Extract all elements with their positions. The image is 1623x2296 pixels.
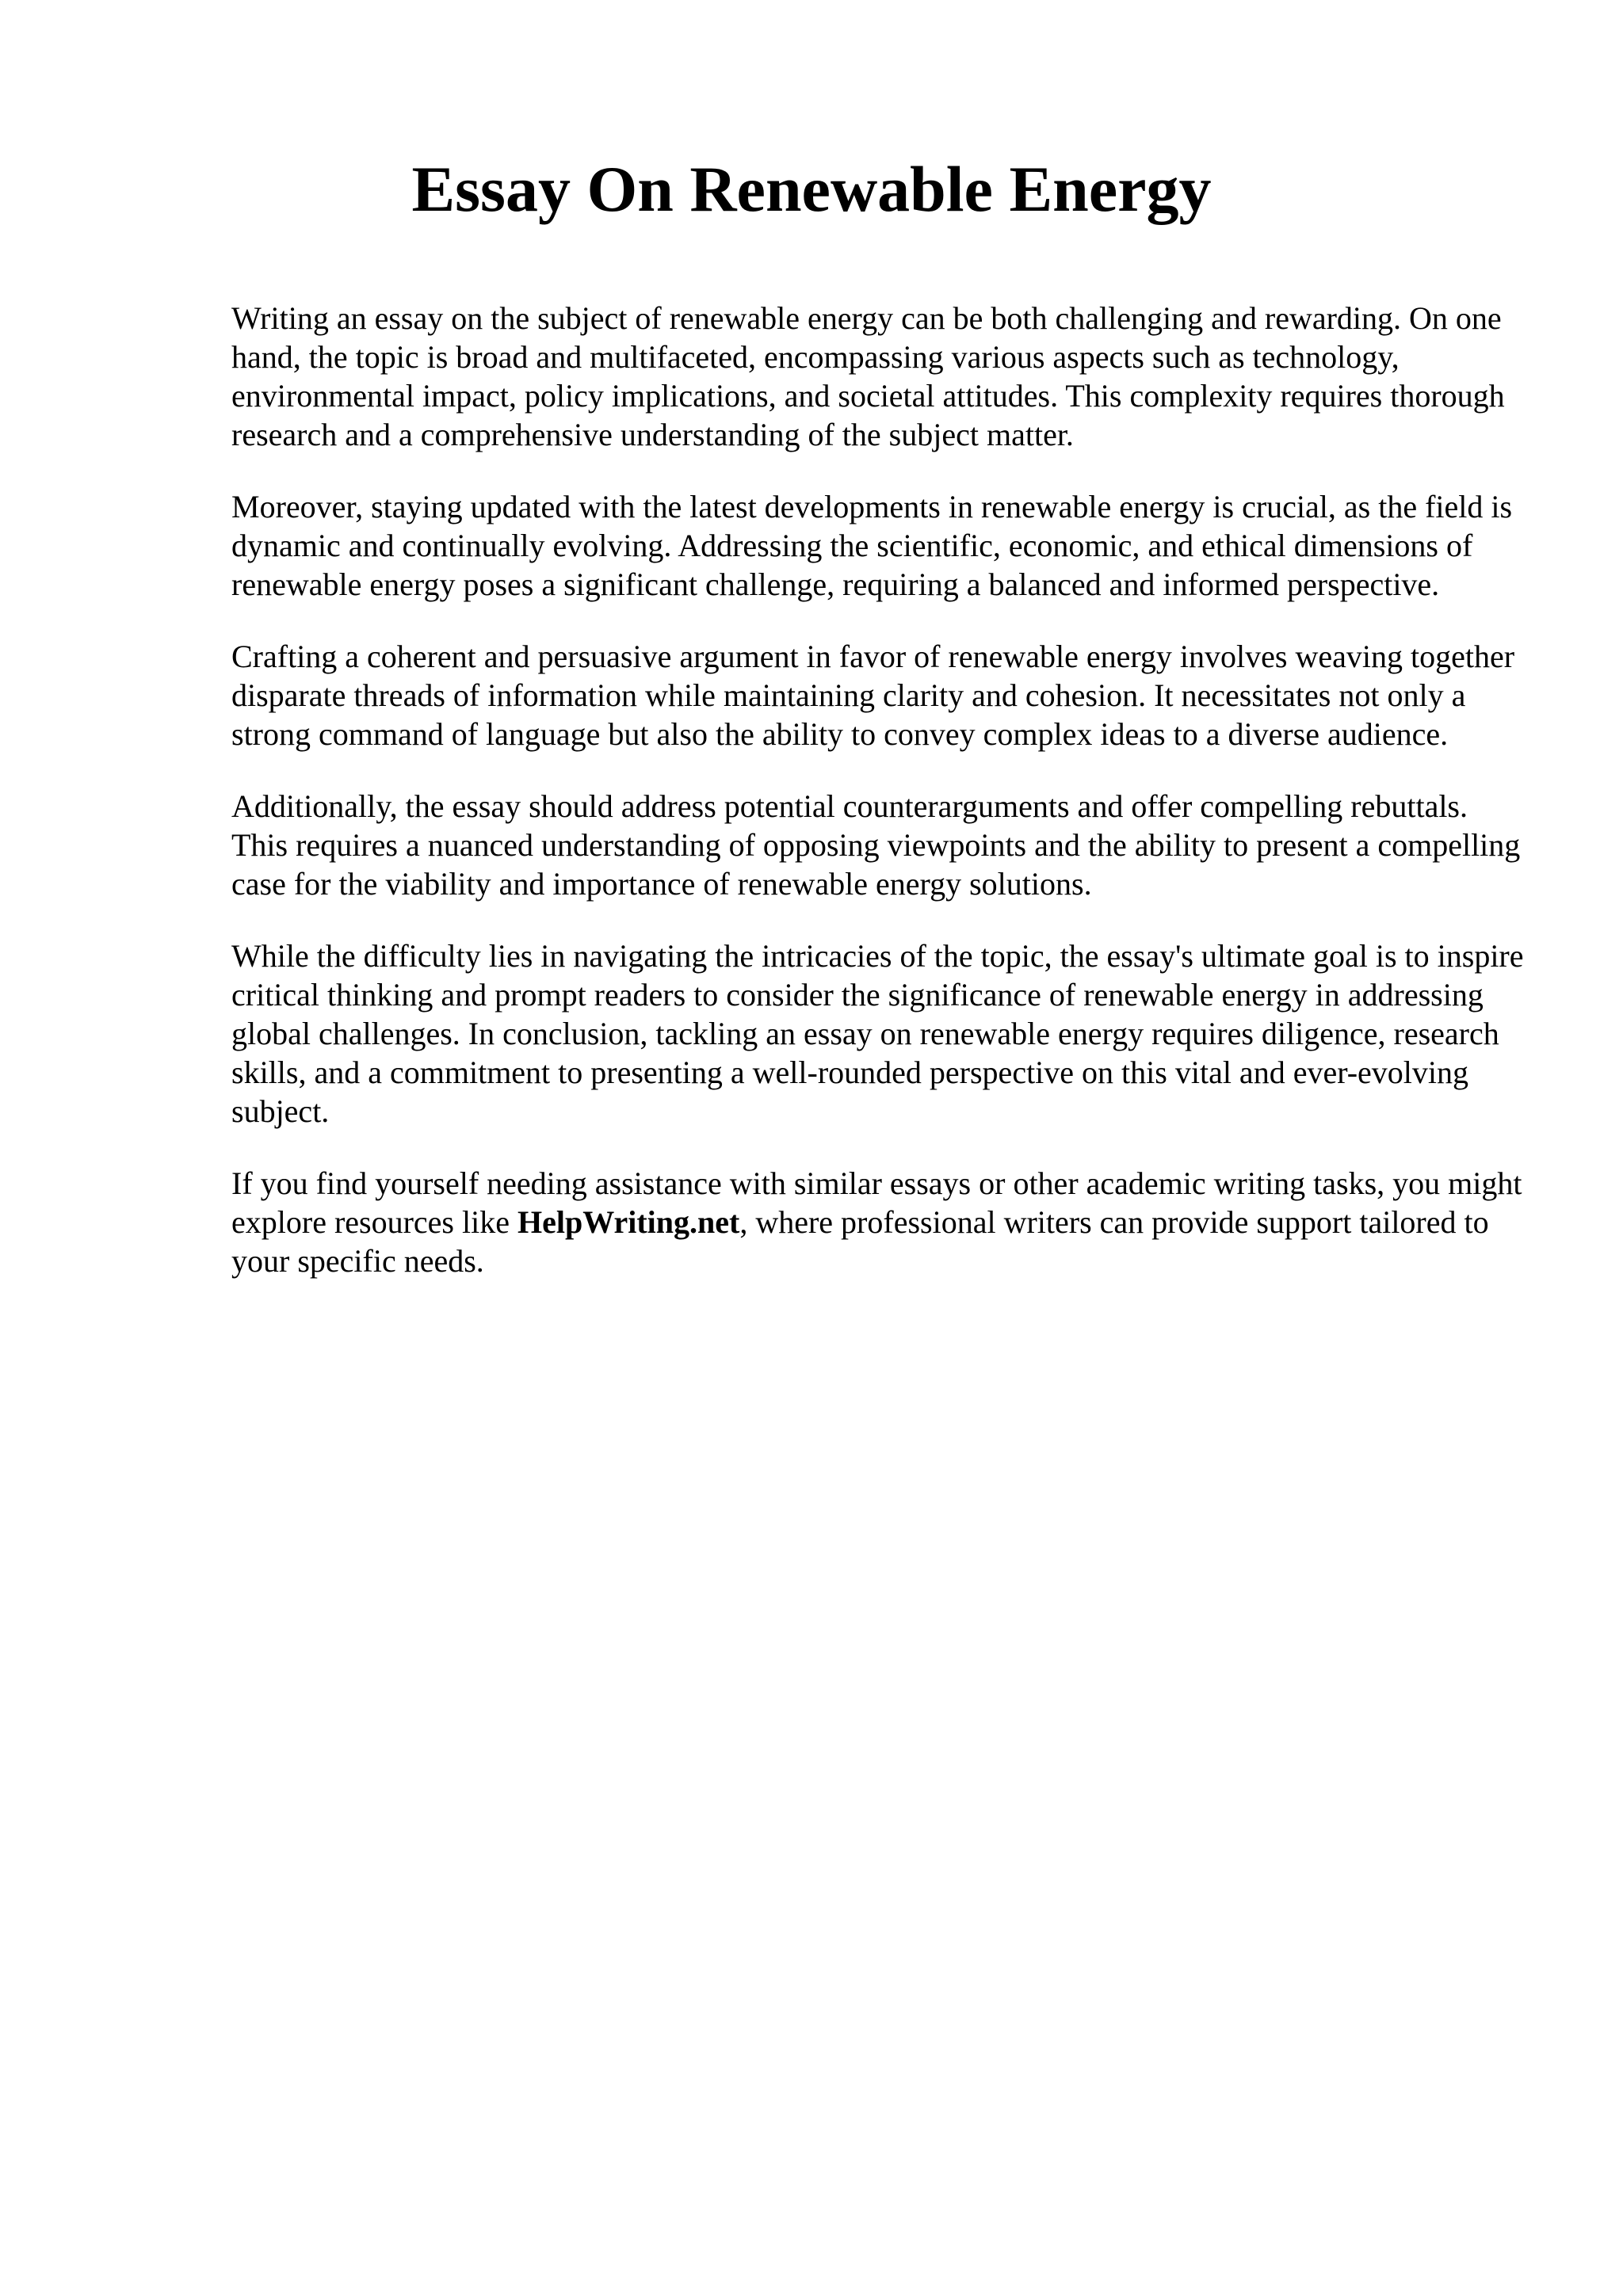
- paragraph-1: Writing an essay on the subject of renewable energy can be both challenging and rewarding. On one hand, the topic is broad and multifaceted, encompassing various aspects such as technology, environmental impact, policy implications, and societal attitudes. This complexity requires thorough research and a comprehensive understanding of the subject matter.: [231, 300, 1505, 452]
- paragraph-2: Moreover, staying updated with the latest developments in renewable energy is crucial, as the field is dynamic and continually evolving. Addressing the scientific, economic, and ethical dimensions of renewable energy poses a significant challenge, requiring a balanced and informed perspective.: [231, 489, 1513, 602]
- document-title: Essay On Renewable Energy: [411, 153, 1212, 225]
- paragraph-3: Crafting a coherent and persuasive argument in favor of renewable energy involves weaving together disparate threads of information while maintaining clarity and cohesion. It necessitates not only a strong command of language but also the ability to convey complex ideas to a diverse audience.: [231, 639, 1515, 752]
- paragraph-5: While the difficulty lies in navigating the intricacies of the topic, the essay's ultimate goal is to inspire critical thinking and prompt readers to consider the significance of renewable energy in addressing global challenges. In conclusion, tackling an essay on renewable energy requires diligence, research skills, and a commitment to presenting a well-rounded perspective on this vital and ever-evolving subject.: [231, 938, 1524, 1129]
- closing-text-after: , where professional writers can provide support tailored to your specific needs.: [231, 1204, 1489, 1279]
- helpwriting-link[interactable]: HelpWriting.net: [517, 1204, 740, 1240]
- paragraph-4: Additionally, the essay should address potential counterarguments and offer compelling rebuttals. This requires a nuanced understanding of opposing viewpoints and the ability to present a compelling case for the viability and importance of renewable energy solutions.: [231, 788, 1521, 902]
- closing-paragraph: [231, 1164, 1531, 1280]
- document-body: [231, 299, 1531, 1314]
- closing-text-before: If you find yourself needing assistance with similar essays or other academic writing tasks, you might explore resources like: [231, 1165, 1522, 1240]
